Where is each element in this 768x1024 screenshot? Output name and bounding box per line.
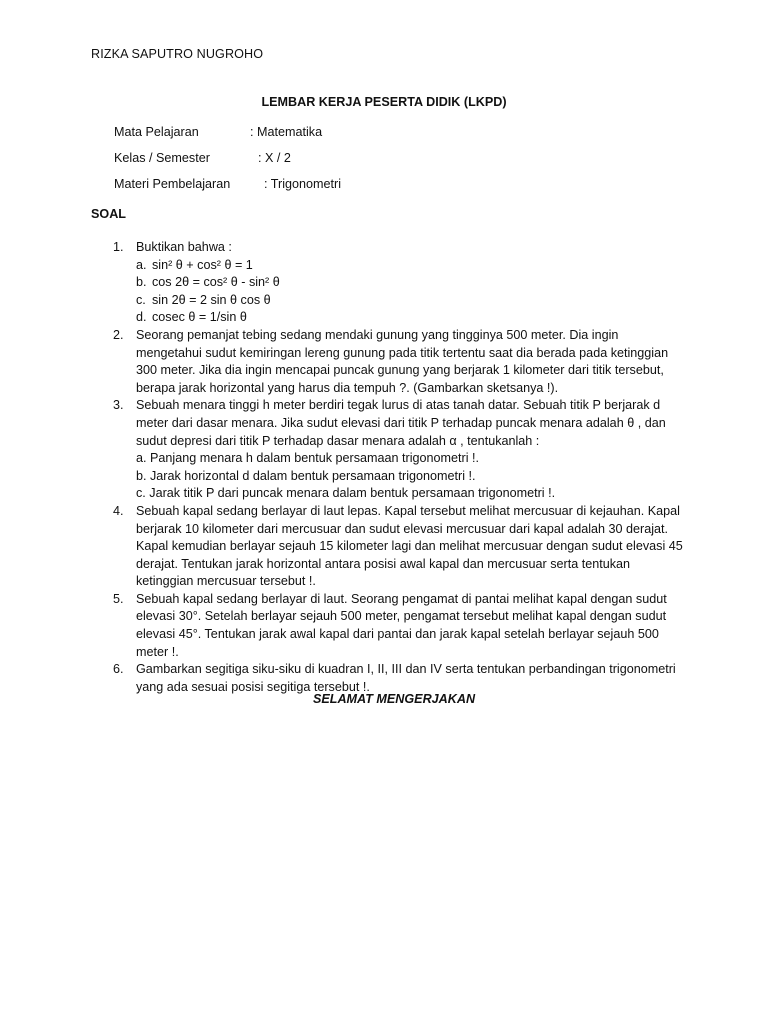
sub-label: c. bbox=[136, 292, 146, 307]
question-number: 4. bbox=[113, 503, 124, 518]
question-text: Seorang pemanjat tebing sedang mendaki gunung yang tingginya 500 meter. Dia ingin mengetahui sudut kemiringan lereng gunung pada titik tertentu saat dia berada pada ketinggian 300 meter. Jika dia ingin mencapai puncak gunung yang berjarak 1 kilometer dari titik tersebut, berapa jarak horizontal yang harus dia tempuh ?. (Gambarkan sketsanya !). bbox=[136, 327, 669, 395]
sub-item bbox=[136, 292, 683, 310]
sub-text: cosec θ = 1/sin θ bbox=[152, 310, 247, 325]
info-label: Kelas / Semester bbox=[114, 151, 210, 165]
sub-item bbox=[136, 274, 683, 292]
question-number: 1. bbox=[113, 240, 124, 254]
question-subline: a. Panjang menara h dalam bentuk persamaan trigonometri !. bbox=[136, 451, 480, 466]
sub-text: cos 2θ = cos² θ - sin² θ bbox=[152, 275, 280, 290]
soal-heading: SOAL bbox=[91, 207, 126, 221]
question-number: 6. bbox=[113, 662, 124, 677]
question-number: 5. bbox=[113, 591, 124, 606]
question-item bbox=[113, 397, 683, 503]
document-title: LEMBAR KERJA PESERTA DIDIK (LKPD) bbox=[261, 95, 507, 109]
info-value: : Trigonometri bbox=[264, 177, 341, 191]
sub-item bbox=[136, 257, 683, 275]
question-subline: b. Jarak horizontal d dalam bentuk persamaan trigonometri !. bbox=[136, 468, 476, 483]
sub-label: a. bbox=[136, 257, 147, 272]
sub-text: sin² θ + cos² θ = 1 bbox=[152, 257, 253, 272]
question-text: Sebuah menara tinggi h meter berdiri tegak lurus di atas tanah datar. Sebuah titik P berjarak d meter dari dasar menara. Jika sudut elevasi dari titik P terhadap puncak menara adalah θ , dan sudut depresi dari titik P terhadap dasar menara adalah α , tentukanlah : bbox=[136, 398, 666, 448]
question-number: 3. bbox=[113, 398, 124, 413]
sub-label: d. bbox=[136, 310, 147, 325]
question-item bbox=[113, 239, 683, 327]
info-value: : X / 2 bbox=[258, 151, 291, 165]
question-number: 2. bbox=[113, 327, 124, 342]
info-label: Materi Pembelajaran bbox=[114, 177, 231, 191]
sub-label: b. bbox=[136, 275, 147, 290]
question-text: Gambarkan segitiga siku-siku di kuadran I, II, III dan IV serta tentukan perbandingan trigonometri yang ada sesuai posisi segitiga tersebut !. bbox=[136, 662, 676, 694]
sub-list bbox=[136, 257, 683, 327]
author-name: RIZKA SAPUTRO NUGROHO bbox=[91, 47, 264, 61]
question-text: Sebuah kapal sedang berlayar di laut. Seorang pengamat di pantai melihat kapal dengan sudut elevasi 30°. Setelah berlayar sejauh 500 meter, pengamat tersebut melihat kapal dengan sudut elevasi 45°. Tentukan jarak awal kapal dari pantai dan jarak kapal setelah berlayar sejauh 500 meter !. bbox=[136, 591, 667, 659]
question-list bbox=[113, 239, 683, 696]
question-subline: c. Jarak titik P dari puncak menara dalam bentuk persamaan trigonometri !. bbox=[136, 486, 556, 501]
sub-item bbox=[136, 309, 683, 327]
question-item bbox=[113, 503, 683, 591]
closing-message: SELAMAT MENGERJAKAN bbox=[312, 692, 476, 706]
question-item bbox=[113, 327, 683, 397]
question-item bbox=[113, 591, 683, 661]
question-text: Buktikan bahwa : bbox=[136, 240, 232, 254]
question-text: Sebuah kapal sedang berlayar di laut lepas. Kapal tersebut melihat mercusuar di kejauhan. Kapal berjarak 10 kilometer dari mercusuar dan sudut elevasi mercusuar dari kapal adalah 30 derajat. Kapal kemudian berlayar sejauh 15 kilometer lagi dan melihat mercusuar dengan sudut elevasi 45 derajat. Tentukan jarak horizontal antara posisi awal kapal dan mercusuar serta tentukan ketinggian mercusuar tersebut !. bbox=[136, 503, 683, 589]
info-label: Mata Pelajaran bbox=[114, 125, 199, 139]
sub-text: sin 2θ = 2 sin θ cos θ bbox=[152, 292, 271, 307]
info-value: : Matematika bbox=[250, 125, 323, 139]
